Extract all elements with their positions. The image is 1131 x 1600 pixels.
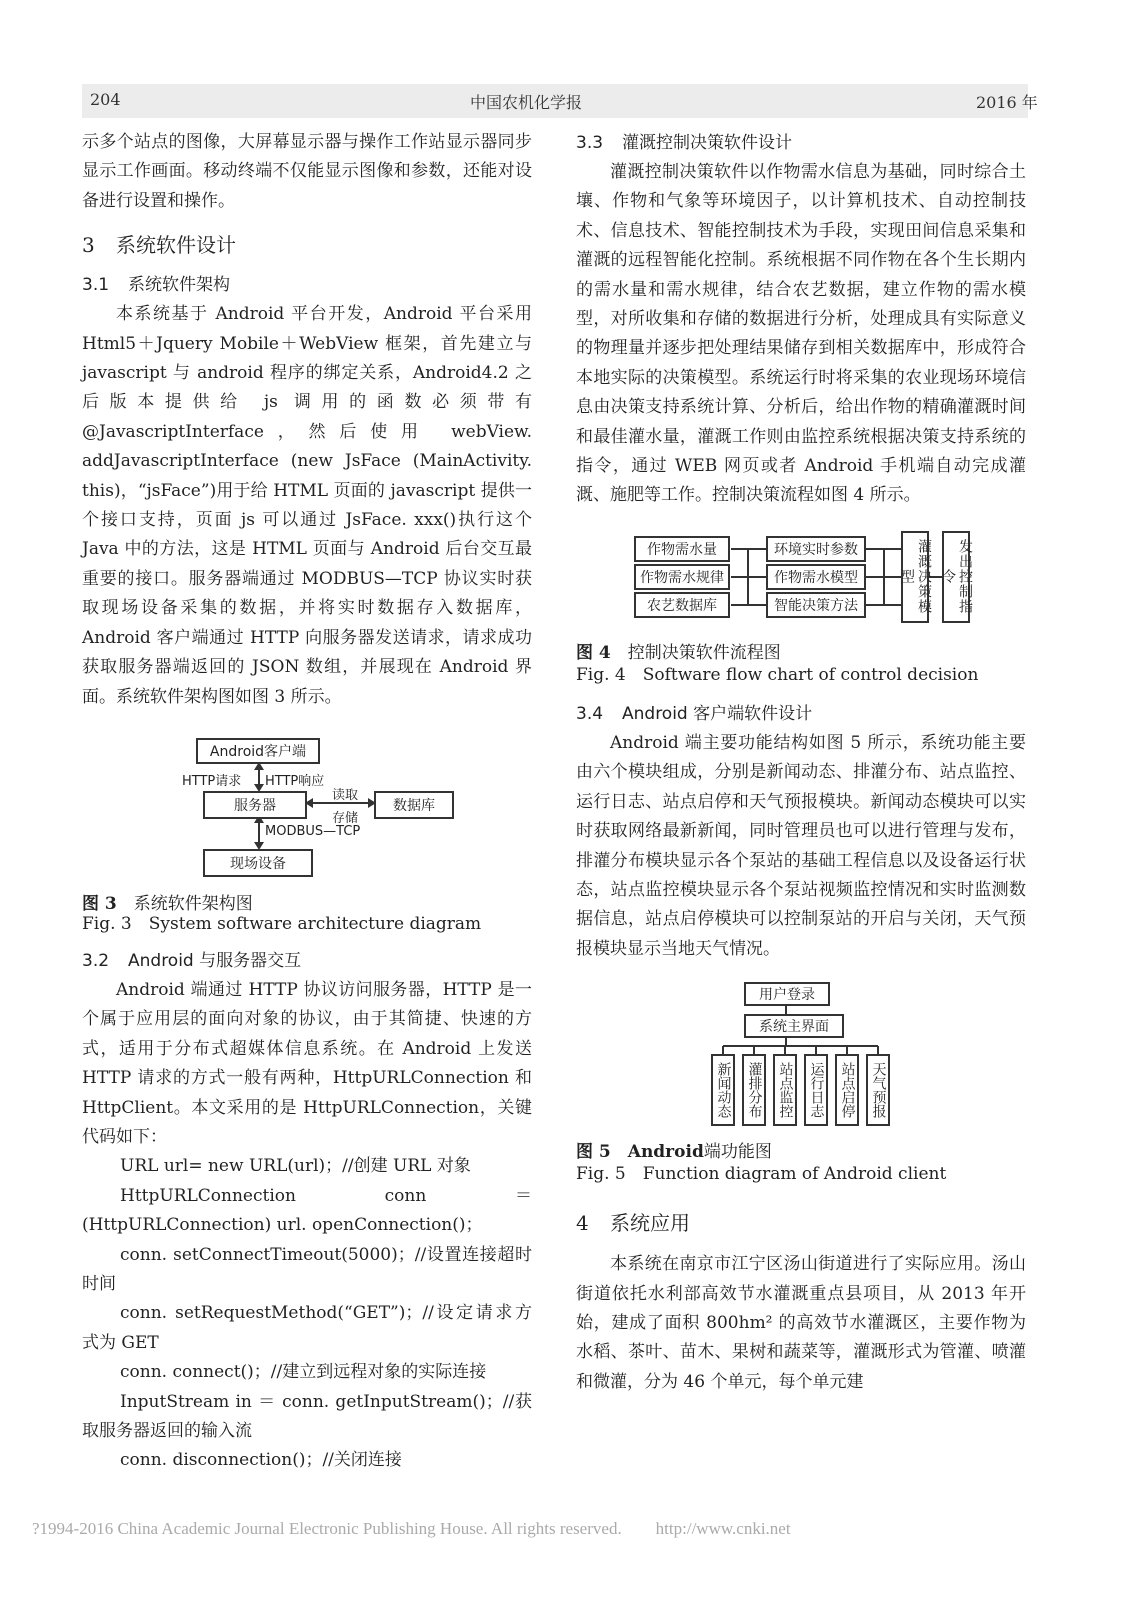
irrigation-decision-model-box: 灌溉决策模型 (901, 531, 929, 623)
read-label: 读取 (332, 787, 359, 803)
http-response-label: HTTP响应 (265, 773, 325, 789)
http-request-label: HTTP请求 (182, 773, 242, 789)
code-line-2: HttpURLConnection conn ＝ (HttpURLConnection) url. openConnection()； (82, 1185, 532, 1236)
control-command-box: 发出控制指令 (942, 531, 970, 623)
year: 2016 年 (976, 93, 1038, 112)
section-3-1-heading: 3.1 系统软件架构 (82, 275, 230, 296)
code-line-5: conn. connect()；//建立到远程对象的实际连接 (120, 1362, 487, 1383)
section-3-3-heading: 3.3 灌溉控制决策软件设计 (576, 133, 792, 153)
figure-3-caption-cn: 图 3 系统软件架构图 (82, 893, 253, 914)
user-login-box: 用户登录 (744, 982, 830, 1006)
copyright-footer: ?1994-2016 China Academic Journal Electronic Publishing House. All rights reserved. http://www.cnki.net (32, 1519, 791, 1538)
modbus-tcp-label: MODBUS—TCP (265, 823, 361, 839)
code-line-6: InputStream in ＝ conn. getInputStream()；//获取服务器返回的输入流 (82, 1391, 532, 1441)
code-line-7: conn. disconnection()；//关闭连接 (120, 1450, 402, 1471)
intelligent-decision-box: 智能决策方法 (766, 592, 866, 618)
figure-5-caption-en: Fig. 5 Function diagram of Android client (576, 1164, 947, 1185)
module-monitor-box: 站点监控 (773, 1054, 797, 1126)
code-line-1: URL url= new URL(url)；//创建 URL 对象 (120, 1156, 471, 1177)
module-startstop-box: 站点启停 (835, 1054, 859, 1126)
database-box: 数据库 (374, 791, 454, 819)
section-3-2-heading: 3.2 Android 与服务器交互 (82, 950, 302, 971)
code-line-4: conn. setRequestMethod(“GET”)；//设定请求方式为 GET (82, 1303, 532, 1353)
field-device-box: 现场设备 (203, 849, 313, 877)
section-3-heading: 3 系统软件设计 (82, 233, 236, 258)
left-column (82, 128, 532, 1476)
code-line-3: conn. setConnectTimeout(5000)；//设置连接超时时间 (82, 1244, 532, 1294)
system-main-ui-box: 系统主界面 (744, 1014, 844, 1038)
figure-5 (576, 978, 1026, 1188)
module-news-box: 新闻动态 (711, 1054, 735, 1126)
crop-water-pattern-box: 作物需水规律 (634, 564, 730, 590)
paragraph-intro: 示多个站点的图像，大屏幕显示器与操作工作站显示器同步显示工作画面。移动终端不仅能显示图像和参数，还能对设备进行设置和操作。 (82, 132, 532, 211)
paragraph-3-4: Android 端主要功能结构如图 5 所示，系统功能主要由六个模块组成，分别是新闻动态、排灌分布、站点监控、运行日志、站点启停和天气预报模块。新闻动态模块可以实时获取网络最新新闻，同时管理员也可以进行管理与发布，排灌分布模块显示各个泵站的基础工程信息以及设备运行状态，站点监控模块显示各个泵站视频监控情况和实时监测数据信息，站点启停模块可以控制泵站的开启与关闭，天气预报模块显示当地天气情况。 (576, 732, 1026, 959)
figure-3 (82, 734, 532, 934)
env-realtime-params-box: 环境实时参数 (766, 536, 866, 562)
figure-4-caption-cn: 图 4 控制决策软件流程图 (576, 642, 781, 663)
paragraph-3-2: Android 端通过 HTTP 协议访问服务器，HTTP 是一个属于应用层的面向对象的协议，由于其简捷、快速的方式，适用于分布式超媒体信息系统。在 Android 上发送 HTTP 请求的方式一般有两种，HttpURLConnection 和 HttpClient。本文采用的是 HttpURLConnection，关键代码如下： (82, 979, 532, 1147)
crop-water-demand-box: 作物需水量 (634, 536, 730, 562)
module-weather-box: 天气预报 (866, 1054, 890, 1126)
figure-5-caption-cn: 图 5 Android端功能图 (576, 1142, 772, 1163)
android-client-box: Android客户端 (196, 738, 320, 764)
store-label: 存储 (332, 810, 359, 826)
module-irrigation-box: 灌排分布 (742, 1054, 766, 1126)
journal-title: 中国农机化学报 (470, 93, 583, 112)
section-3-4-heading: 3.4 Android 客户端软件设计 (576, 703, 813, 724)
module-log-box: 运行日志 (804, 1054, 828, 1126)
right-column (576, 128, 1026, 1397)
paragraph-4: 本系统在南京市江宁区汤山街道进行了实际应用。汤山街道依托水利部高效节水灌溉重点县项目，从 2013 年开始，建成了面积 800hm² 的高效节水灌溉区，主要作物为水稻、茶叶、苗木、果树和蔬菜等，灌溉形式为管灌、喷灌和微灌，分为 46 个单元，每个单元建 (576, 1254, 1026, 1392)
page-number: 204 (90, 90, 121, 109)
paragraph-3-1: 本系统基于 Android 平台开发，Android 平台采用 Html5＋Jquery Mobile＋WebView 框架，首先建立与 javascript 与 android 程序的绑定关系，Android4.2 之后版本提供给 js 调用的函数必须带有@JavascriptInterface，然后使用 webView. addJavascriptInterface (new JsFace (MainActivity. this)，“jsFace”)用于给 HTML 页面的 javascript 提供一个接口支持，页面 js 可以通过 JsFace. xxx()执行这个 Java 中的方法，这是 HTML 页面与 Android 后台交互最重要的接口。服务器端通过 MODBUS—TCP 协议实时获取现场设备采集的数据，并将实时数据存入数据库，Android 客户端通过 HTTP 向服务器发送请求，请求成功获取服务器端返回的 JSON 数组，并展现在 Android 界面。系统软件架构图如图 3 所示。 (82, 304, 532, 707)
crop-water-model-box: 作物需水模型 (766, 564, 866, 590)
agronomy-database-box: 农艺数据库 (634, 592, 730, 618)
figure-4 (576, 531, 1026, 685)
paragraph-3-3: 灌溉控制决策软件以作物需水信息为基础，同时综合土壤、作物和气象等环境因子，以计算机技术、自动控制技术、信息技术、智能控制技术为手段，实现田间信息采集和灌溉的远程智能化控制。系统根据不同作物在各个生长期内的需水量和需水规律，结合农艺数据，建立作物的需水模型，对所收集和存储的数据进行分析，处理成具有实际意义的物理量并逐步把处理结果储存到相关数据库中，形成符合本地实际的决策模型。系统运行时将采集的农业现场环境信息由决策支持系统计算、分析后，给出作物的精确灌溉时间和最佳灌水量，灌溉工作则由监控系统根据决策支持系统的指令，通过 WEB 网页或者 Android 手机端自动完成灌溉、施肥等工作。控制决策流程如图 4 所示。 (576, 162, 1026, 506)
server-box: 服务器 (203, 791, 307, 819)
figure-3-caption-en: Fig. 3 System software architecture diagram (82, 913, 482, 934)
section-4-heading: 4 系统应用 (576, 1211, 690, 1236)
figure-4-caption-en: Fig. 4 Software flow chart of control decision (576, 664, 979, 685)
